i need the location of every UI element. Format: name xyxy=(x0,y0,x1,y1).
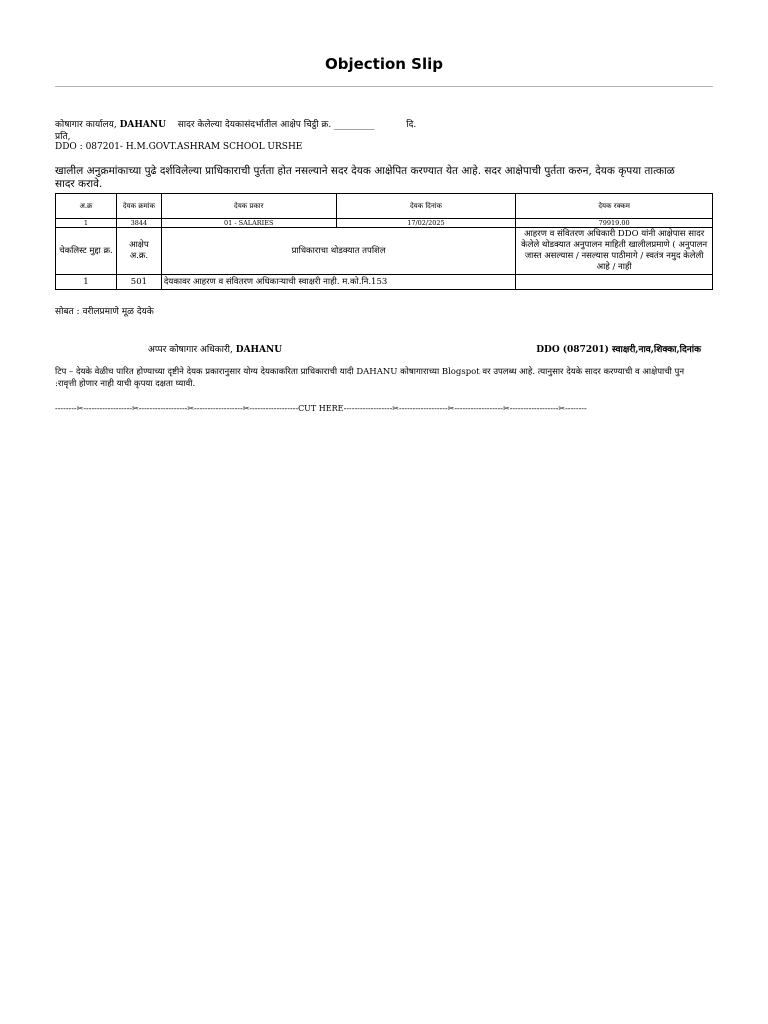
cell-authority-details: देयकावर आहरण व संवितरण अधिकाऱ्याची स्वाक्षरी नाही. म.को.नि.153 xyxy=(161,275,515,290)
header-objection-no: आक्षेप अ.क्र. xyxy=(116,228,161,275)
signature-label: अप्पर कोषागार अधिकारी, xyxy=(148,345,233,355)
ddo-line: DDO : 087201- H.M.GOVT.ASHRAM SCHOOL URSHE xyxy=(55,142,303,152)
cell-serial: 1 xyxy=(56,219,117,228)
header-checklist-no: चेकलिस्ट मुद्दा क्र. xyxy=(56,228,117,275)
header-authority-details: प्राधिकाराचा थोडक्यात तपशिल xyxy=(161,228,515,275)
date-label: दि. xyxy=(406,120,417,130)
title-divider xyxy=(55,86,713,87)
cell-bill-no: 3844 xyxy=(116,219,161,228)
objection-table xyxy=(55,193,713,290)
intro-paragraph: खालील अनुक्रमांकाच्या पुढे दर्शविलेल्या प्राधिकाराची पुर्तता होत नसल्याने सदर देयक आक्षेपित करण्यात येत आहे. सदर आक्षेपाची पुर्तता करुन, देयक कृपया तात्काळ सादर करावे. xyxy=(55,165,675,190)
header-bill-no: देयक क्रमांक xyxy=(116,194,161,219)
header-bill-type: देयक प्रकार xyxy=(161,194,336,219)
table-row xyxy=(56,219,713,228)
ddo-signature: DDO (087201) स्वाक्षरी,नाव,शिक्का,दिनांक xyxy=(536,345,701,355)
signature-place: DAHANU xyxy=(235,345,283,355)
cell-bill-date: 17/02/2025 xyxy=(336,219,516,228)
cell-bill-type: 01 - SALARIES xyxy=(161,219,336,228)
enclosure-note: सोबत : वरीलप्रमाणे मूळ देयके xyxy=(55,307,154,317)
cell-bill-amount: 79919.00 xyxy=(516,219,713,228)
tip-note: टिप – देयके वेळीच पारित होण्याच्या दृष्टीने देयक प्रकारानुसार योग्य देयकाकरिता प्राधिकाराची यादी DAHANU कोषागाराच्या Blogspot वर उपलब्ध आहे. त्यानुसार देयके सादर करण्याची व आक्षेपाची पुन :रावृत्ती होणार नाही याची कृपया दक्षता घ्यावी. xyxy=(55,367,685,389)
office-name: DAHANU xyxy=(119,120,166,130)
header-serial: अ.क्र xyxy=(56,194,117,219)
office-label: कोषागार कार्यालय, xyxy=(55,120,117,130)
cell-objection-no: 501 xyxy=(116,275,161,290)
to-label: प्रति, xyxy=(55,132,71,142)
header-bill-date: देयक दिनांक xyxy=(336,194,516,219)
treasury-officer-signature xyxy=(148,342,282,355)
treasury-line xyxy=(55,117,416,130)
objection-header-row xyxy=(56,228,713,275)
subject-text: सादर केलेल्या देयकासंदर्भातील आक्षेप चिट्ठी क्र. _________ xyxy=(177,120,375,130)
table-row xyxy=(56,275,713,290)
cell-ddo-compliance xyxy=(516,275,713,290)
cut-line: --------✂------------------✂------------------✂------------------✂------------------CUT HERE------------------✂------------------✂------------------✂------------------✂-------- xyxy=(55,404,587,413)
header-bill-amount: देयक रक्कम xyxy=(516,194,713,219)
cell-checklist-no: 1 xyxy=(56,275,117,290)
header-ddo-compliance: आहरण व संवितरण अधिकारी DDO यांनी आक्षेपास सादर केलेले थोडक्यात अनुपालन माहिती खालीलप्रमाणे ( अनुपालन जास्त असल्यास / नसल्यास पाठीमागे / स्वतंत्र नमुद केलेली आहे / नाही xyxy=(516,228,713,275)
table-header-row xyxy=(56,194,713,219)
page-title: Objection Slip xyxy=(324,55,444,73)
